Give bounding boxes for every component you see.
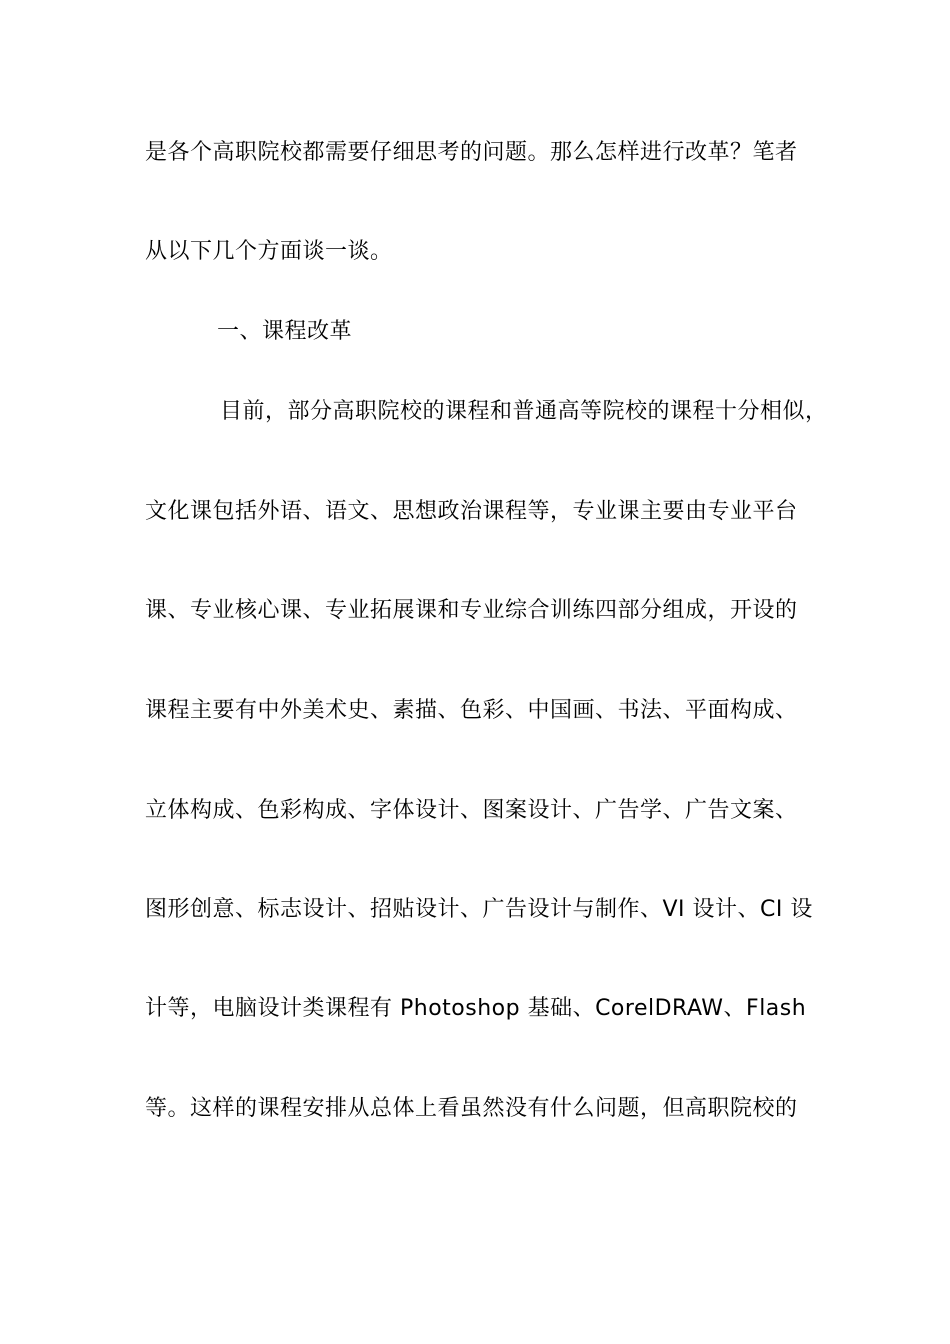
paragraph-line: 课、专业核心课、专业拓展课和专业综合训练四部分组成，开设的: [145, 598, 798, 623]
paragraph-line: 图形创意、标志设计、招贴设计、广告设计与制作、VI 设计、CI 设: [145, 897, 813, 922]
paragraph-line: 等。这样的课程安排从总体上看虽然没有什么问题，但高职院校的: [145, 1096, 798, 1121]
paragraph-line: 立体构成、色彩构成、字体设计、图案设计、广告学、广告文案、: [145, 798, 798, 823]
section-heading: 一、课程改革: [217, 319, 353, 344]
paragraph-line: 文化课包括外语、语文、思想政治课程等，专业课主要由专业平台: [145, 499, 798, 524]
paragraph-line: 课程主要有中外美术史、素描、色彩、中国画、书法、平面构成、: [145, 698, 798, 723]
paragraph-line: 目前，部分高职院校的课程和普通高等院校的课程十分相似，: [220, 399, 828, 424]
paragraph-line: 从以下几个方面谈一谈。: [145, 239, 393, 264]
paragraph-line: 计等，电脑设计类课程有 Photoshop 基础、CorelDRAW、Flash: [145, 996, 807, 1021]
paragraph-line: 是各个高职院校都需要仔细思考的问题。那么怎样进行改革？笔者: [145, 140, 798, 165]
